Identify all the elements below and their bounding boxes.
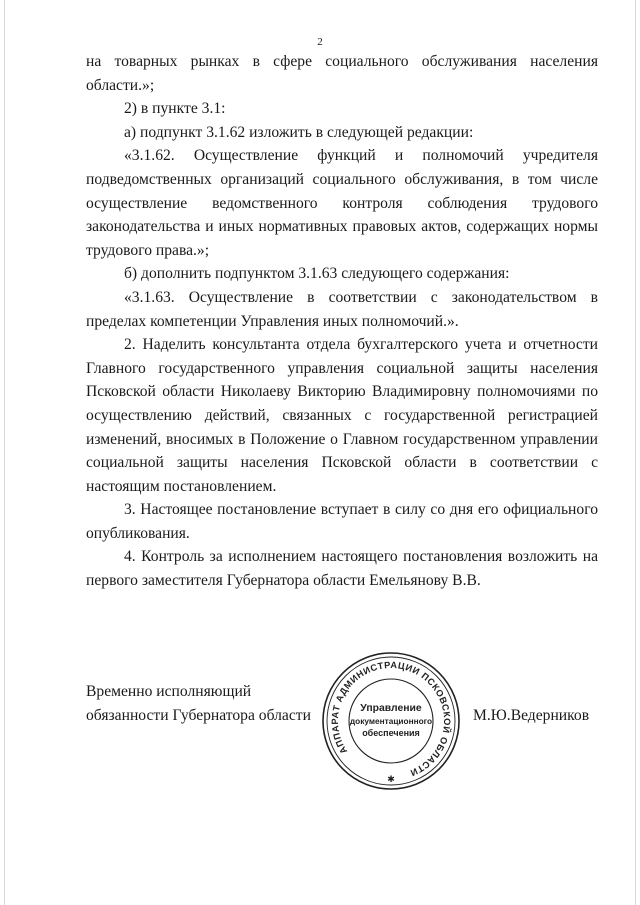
paragraph: б) дополнить подпунктом 3.1.63 следующего содержания: (124, 265, 510, 283)
seal-center-line-2: документационного (349, 716, 433, 726)
signatory-title (86, 680, 311, 727)
scan-edge-right (635, 0, 636, 905)
paragraph: на товарных рынках в сфере социального обслуживания населения области.»; (86, 53, 598, 94)
seal-center-line-1: Управление (360, 703, 422, 714)
paragraph: «3.1.62. Осуществление функций и полномочий учредителя подведомственных организаций социального обслуживания, в том числе осуществление ведомственного контроля соблюдения трудового законодательства и иных нормативных правовых актов, содержащих нормы трудового права.»; (86, 147, 598, 259)
seal-center-line-3: обеспечения (362, 728, 420, 738)
page-number: 2 (317, 36, 323, 48)
scan-edge-left (4, 0, 5, 905)
signatory-title-line-2: обязанности Губернатора области (86, 706, 311, 724)
signatory-title-line-1: Временно исполняющий (86, 683, 252, 700)
paragraph: «3.1.63. Осуществление в соответствии с законодательством в пределах компетенции Управления иных полномочий.». (86, 288, 598, 330)
official-seal (320, 650, 462, 792)
document-body (86, 50, 598, 593)
paragraph: 2) в пункте 3.1: (124, 100, 226, 118)
paragraph: 3. Настоящее постановление вступает в силу со дня его официального опубликования. (86, 501, 598, 542)
paragraph: 4. Контроль за исполнением настоящего постановления возложить на первого заместителя Губернатора области Емельянову В.В. (86, 548, 598, 590)
paragraph: 2. Наделить консультанта отдела бухгалтерского учета и отчетности Главного государственного управления социальной защиты населения Псковской области Николаеву Викторию Владимировну полномочиями по осуществлению действий, связанных с государственной регистрацией изменений, вносимых в Положение о Главном государственном управлении социальной защиты населения Псковской области в соответствии с настоящим постановлением. (86, 336, 598, 495)
signatory-name: М.Ю.Ведерников (473, 707, 590, 724)
star-icon: ✱ (387, 774, 395, 784)
seal-ring-text: АППАРАТ АДМИНИСТРАЦИИ ПСКОВСКОЙ ОБЛАСТИ (329, 659, 453, 779)
paragraph: а) подпункт 3.1.62 изложить в следующей редакции: (124, 123, 474, 141)
